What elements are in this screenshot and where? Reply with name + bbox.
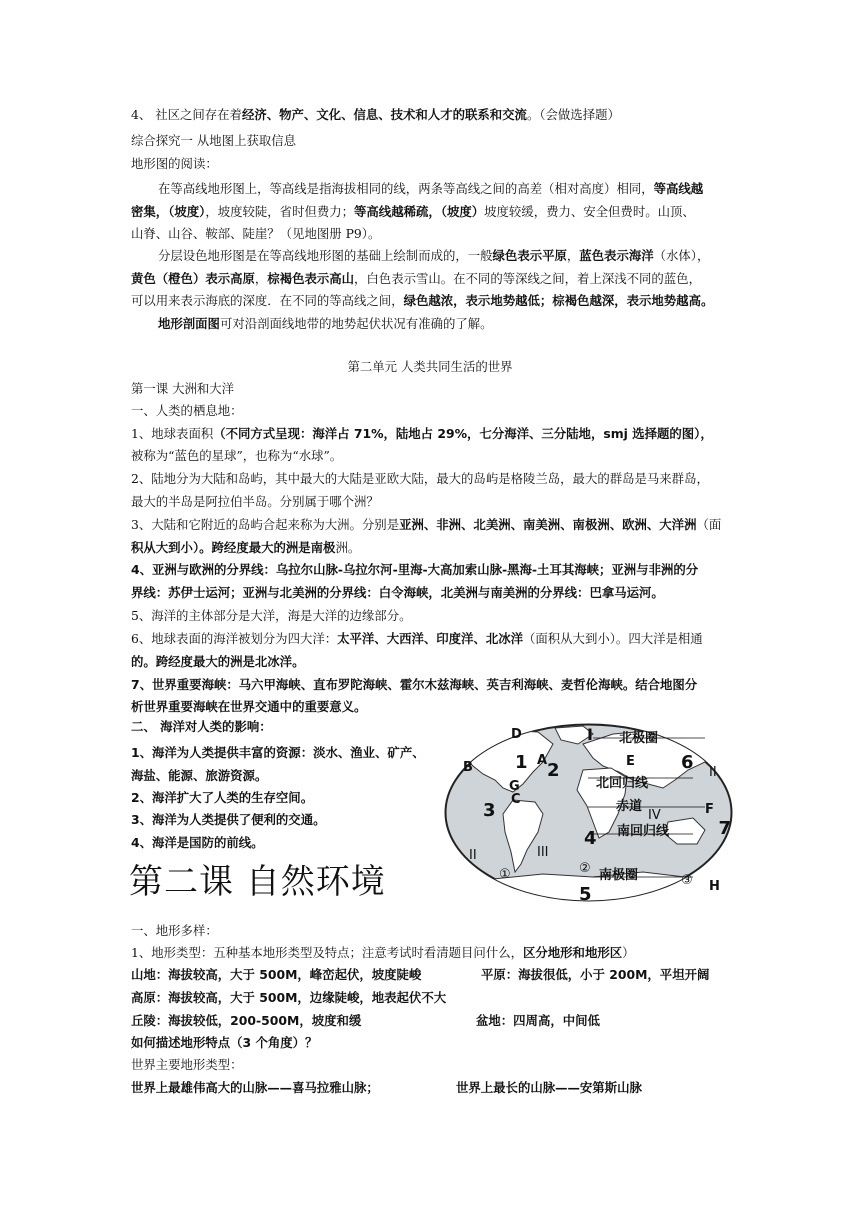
text: ， (566, 248, 580, 263)
bold-text: 的。跨经度最大的洲是北冰洋。 (131, 654, 305, 669)
lesson-big-title: 第二课 自然环境 (129, 862, 386, 902)
subheading: 世界主要地形类型： (131, 1057, 243, 1072)
list-item-cont: 界线：苏伊士运河；亚洲与北美洲的分界线：白令海峡，北美洲与南美洲的分界线：巴拿马运河。 (131, 585, 664, 600)
label-north-circle: 北极圈 (619, 731, 659, 746)
list-item-cont (131, 539, 360, 557)
label-II-right: II (709, 765, 717, 780)
terrain-hill: 丘陵：海拔较低，200-500M，坡度和缓 (131, 1013, 362, 1028)
label-3: 3 (483, 800, 496, 821)
text: 可对沿剖面线地带的地势起伏状况有准确的了解。 (219, 316, 493, 331)
text: 分层设色地形图是在等高线地形图的基础上绘制而成的，一般 (158, 248, 493, 263)
bold-text: （不同方式呈现：海洋占 71%，陆地占 29%，七分海洋、三分陆地，smj 选择题的图）， (213, 426, 713, 441)
list-item: 3、海洋为人类提供了便利的交通。 (131, 812, 326, 827)
label-II-left: II (469, 848, 477, 863)
text: 6、地球表面的海洋被划分为四大洋： (131, 631, 338, 646)
list-item-cont (131, 653, 304, 671)
paragraph-line (131, 203, 695, 221)
label-equator: 赤道 (616, 799, 643, 814)
text: 。（会做选择题） (526, 107, 620, 122)
bold-text: 积从大到小）。跨经度最大的洲是南极 (131, 540, 336, 555)
list-item-cont: 析世界重要海峡在世界交通中的重要意义。 (131, 699, 367, 714)
paragraph-line (158, 247, 709, 265)
subheading: 地形图的阅读： (131, 156, 218, 171)
label-III: III (537, 845, 549, 860)
list-item: 2、陆地分为大陆和岛屿，其中最大的大陆是亚欧大陆，最大的岛屿是格陵兰岛，最大的群岛是马来群岛， (131, 471, 709, 486)
text: ，坡度较陡，省时但费力； (205, 204, 355, 219)
text: ） (622, 945, 635, 960)
list-item (131, 944, 635, 962)
unit-title: 第二单元 人类共同生活的世界 (347, 359, 513, 374)
text: 可以用来表示海底的深度．在不同的等高线之间， (131, 293, 404, 308)
text: （水体）， (653, 248, 710, 263)
bold-text: 棕褐色表示高山 (267, 271, 355, 286)
list-item-cont: 被称为“蓝色的星球”，也称为“水球”。 (131, 448, 343, 463)
label-H: H (709, 879, 720, 894)
terrain-basin: 盆地：四周高，中间低 (476, 1013, 600, 1028)
section-heading: 一、人类的栖息地： (131, 403, 243, 418)
text: 1、地形类型：五种基本地形类型及特点；注意考试时看清题目问什么， (131, 945, 523, 960)
list-item: 2、海洋扩大了人类的生存空间。 (131, 790, 314, 805)
bold-text: 黄色（橙色）表示高原 (131, 271, 255, 286)
question-line: 如何描述地形特点（3 个角度）？ (131, 1035, 318, 1050)
text: （面积从大到小）。四大洋是相通 (523, 631, 703, 646)
list-item (131, 630, 703, 648)
paragraph-line (158, 315, 493, 333)
label-south-circle: 南极圈 (599, 868, 639, 883)
label-IV: IV (648, 808, 661, 823)
section-heading: 一、地形多样： (131, 923, 218, 938)
text: ， (254, 271, 268, 286)
label-2: 2 (547, 760, 560, 781)
label-1: 1 (515, 752, 528, 773)
label-6: 6 (681, 752, 694, 773)
list-item: 4、海洋是国防的前线。 (131, 835, 264, 850)
range-line-1: 世界上最雄伟高大的山脉——喜马拉雅山脉； (131, 1080, 379, 1095)
label-C: C (511, 792, 521, 807)
list-item: 5、海洋的主体部分是大洋，海是大洋的边缘部分。 (131, 608, 412, 623)
paragraph-line (158, 180, 703, 198)
label-F: F (705, 802, 714, 817)
terrain-mountain: 山地：海拔较高，大于 500M，峰峦起伏，坡度陡峻 (131, 967, 422, 982)
bold-text: 亚洲、非洲、北美洲、南美洲、南极洲、欧洲、大洋洲 (399, 517, 697, 532)
bold-text: 绿色越浓，表示地势越低；棕褐色越深，表示地势越高。 (403, 293, 714, 308)
label-tropic-cancer: 北回归线 (596, 776, 649, 791)
label-4: 4 (584, 828, 597, 849)
world-map (443, 722, 734, 903)
range-line-2: 世界上最长的山脉——安第斯山脉 (456, 1080, 642, 1095)
label-E: E (626, 754, 635, 769)
label-B: B (463, 760, 473, 775)
bold-text: 区分地形和地形区 (523, 945, 623, 960)
lesson-title: 第一课 大洲和大洋 (131, 381, 235, 396)
bold-text: 绿色表示平原 (492, 248, 567, 263)
list-item (131, 516, 721, 534)
terrain-plateau: 高原：海拔较高，大于 500M，边缘陡峻，地表起伏不大 (131, 990, 447, 1005)
list-item-cont: 海盐、能源、旅游资源。 (131, 768, 268, 783)
bold-text: 经济、物产、文化、信息、技术和人才的联系和交流 (241, 107, 527, 122)
text: 1、地球表面积 (131, 426, 214, 441)
text: ，白色表示雪山。在不同的等深线之间，着上深浅不同的蓝色， (354, 271, 701, 286)
text: （面 (696, 517, 722, 532)
label-D: D (511, 727, 522, 742)
text: 在等高线地形图上，等高线是指海拔相同的线，两条等高线之间的高差（相对高度）相同， (158, 181, 654, 196)
label-7: 7 (718, 818, 731, 839)
label-circled-1: ① (499, 867, 511, 882)
paragraph-line: 山脊、山谷、鞍部、陡崖？（见地图册 P9）。 (131, 226, 381, 241)
label-A: A (537, 753, 548, 768)
text: 洲。 (335, 540, 361, 555)
text: 坡度较缓，费力、安全但费时。山顶、 (484, 204, 695, 219)
section-heading: 二、 海洋对人类的影响： (131, 719, 272, 734)
bold-text: 等高线越稀疏，（坡度） (354, 204, 485, 219)
bold-text: 密集，（坡度） (131, 204, 206, 219)
text: 4、 社区之间存在着 (131, 107, 242, 122)
label-I: I (587, 725, 593, 744)
label-tropic-capricorn: 南回归线 (617, 824, 670, 839)
paragraph-line (131, 270, 701, 288)
list-item-cont: 最大的半岛是阿拉伯半岛。分别属于哪个洲？ (131, 494, 379, 509)
paragraph-line (131, 292, 713, 310)
terrain-plain: 平原：海拔很低，小于 200M，平坦开阔 (481, 967, 710, 982)
section-heading: 综合探究一 从地图上获取信息 (131, 133, 297, 148)
label-G: G (509, 779, 520, 794)
bold-text: 蓝色表示海洋 (579, 248, 654, 263)
list-item: 4、亚洲与欧洲的分界线：乌拉尔山脉-乌拉尔河-里海-大高加索山脉-黑海-土耳其海峡；亚洲与非洲的分 (131, 562, 699, 577)
bold-text: 太平洋、大西洋、印度洋、北冰洋 (337, 631, 523, 646)
list-item: 1、海洋为人类提供丰富的资源：淡水、渔业、矿产、 (131, 745, 425, 760)
label-5: 5 (579, 884, 592, 903)
bold-text: 等高线越 (653, 181, 704, 196)
label-circled-2: ② (579, 861, 591, 876)
list-item (131, 425, 713, 443)
list-item: 7、世界重要海峡：马六甲海峡、直布罗陀海峡、霍尔木兹海峡、英吉利海峡、麦哲伦海峡。结合地图分 (131, 677, 698, 692)
bold-text: 地形剖面图 (158, 316, 220, 331)
line-community (131, 106, 620, 124)
text: 3、大陆和它附近的岛屿合起来称为大洲。分别是 (131, 517, 400, 532)
label-circled-3: ③ (681, 873, 693, 888)
